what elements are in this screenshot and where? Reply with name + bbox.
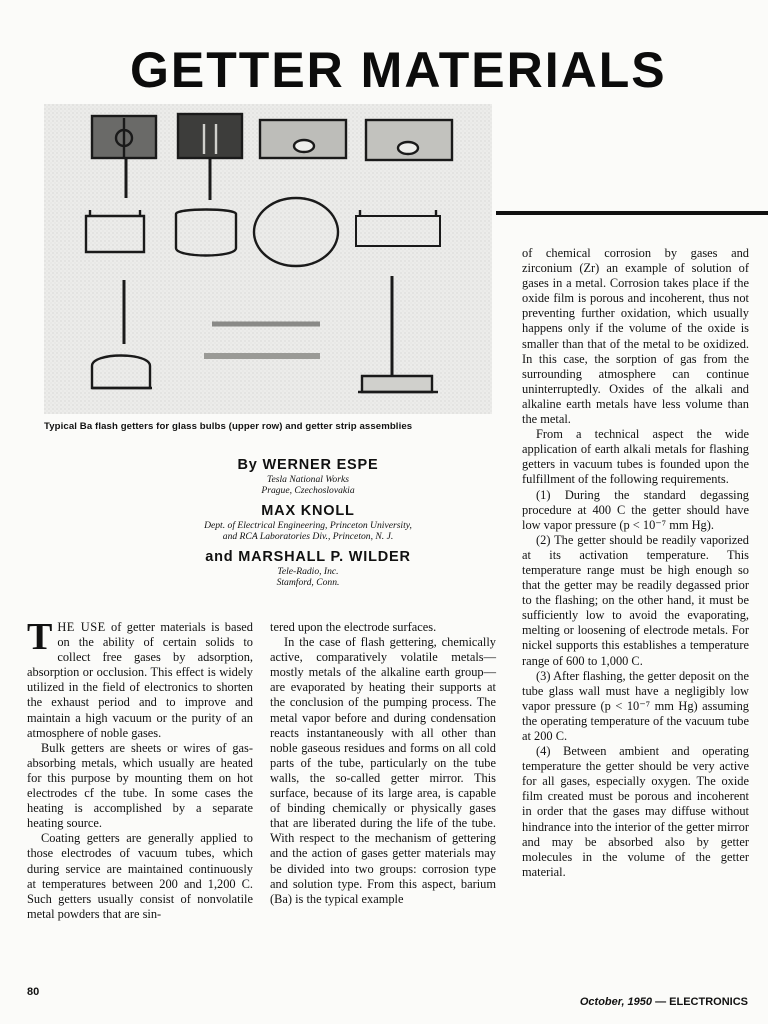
getter-photo-illustration: [44, 104, 492, 414]
author-affiliation-line: and RCA Laboratories Div., Princeton, N. J.: [222, 531, 394, 542]
lead-in: HE USE: [57, 620, 106, 634]
author-affiliation-line: Prague, Czechoslovakia: [261, 485, 355, 496]
paragraph: of chemical corrosion by gases and zirconium (Zr) an example of solution of gases in a metal. Corrosion takes place if the oxide film is porous and incoherent, thus not preventing further oxidation, which usually happens only if the volume of the oxide is smaller than that of the metal to be oxidized. In this case, the sorption of gas from the surrounding atmosphere can continue uninterruptedly. Oxides of the alkali and alkaline earth metals have less volume than the metal.: [522, 246, 749, 427]
paragraph: From a technical aspect the wide application of earth alkali metals for flashing getters in vacuum tubes is founded upon the fulfillment of the following requirements.: [522, 427, 749, 487]
figure-caption: Typical Ba flash getters for glass bulbs (upper row) and getter strip assemblies: [44, 421, 413, 432]
author-name: MAX KNOLL: [261, 503, 355, 519]
byline: [140, 456, 476, 588]
author-affiliation-line: Tesla National Works: [267, 474, 349, 485]
issue-date: October, 1950: [579, 996, 653, 1008]
requirement-item: (2) The getter should be readily vaporized at its activation temperature. This temperature range must be high enough so that the getter may be readily degassed prior to the flashing; on the other hand, it must be sufficiently low to avoid the evaporating, melting or loosening of electrode metals. For nickel supports this establishes a temperature range of 600 to 1,000 C.: [522, 532, 749, 668]
author-affiliation-line: Dept. of Electrical Engineering, Princeton University,: [204, 520, 412, 531]
footer-separator: —: [652, 996, 670, 1008]
body-column-1: [27, 616, 253, 922]
magazine-name: ELECTRONICS: [669, 996, 748, 1008]
paragraph: Coating getters are generally applied to those electrodes of vacuum tubes, which during service are maintained continuously at temperatures between 200 and 1,200 C. Such getters usually consist of nonvolatile metal powders that are sin-: [27, 831, 253, 921]
getter-photo: [44, 104, 492, 414]
author-affiliation-line: Tele-Radio, Inc.: [277, 566, 339, 577]
requirement-item: (3) After flashing, the getter deposit on the tube glass wall must have a negligibly low vapor pressure (p < 10⁻⁷ mm Hg) assuming the operating temperature of the vacuum tube at 200 C.: [522, 668, 749, 743]
header-rule: [496, 211, 768, 215]
body-column-3: [522, 246, 749, 880]
article-title: GETTER MATERIALS: [130, 42, 667, 98]
running-footer: [520, 996, 748, 1008]
author-name: By WERNER ESPE: [237, 457, 379, 473]
paragraph: In the case of flash gettering, chemically active, comparatively volatile metals—mostly metals of the alkaline earth group—are evaporated by heating their supports at the conclusion of the pumping process. The metal vapor before and during condensation reacts instantaneously with all other than noble gaseous residues and forms on all cold parts of the tube, particularly on the tube walls, the so-called getter mirror. This surface, because of its large area, is capable of binding chemically or physically gases that are liberated during the life of the tube. With respect to the mechanism of gettering and the action of gases getter materials may be divided into two groups: corrosion type and solution type. From this aspect, barium (Ba) is the typical example: [270, 635, 496, 906]
requirement-item: (1) During the standard degassing procedure at 400 C the getter should have low vapor pressure (p < 10⁻⁷ mm Hg).: [522, 487, 749, 532]
requirement-item: (4) Between ambient and operating temperature the getter should be very active for all gases, especially oxygen. The oxide film created must be porous and incoherent in order that the gases may diffuse without hindrance into the interior of the getter mirror and may be absorbed also by getter molecules in the volume of the getter material.: [522, 744, 749, 879]
drop-cap: T: [27, 616, 53, 658]
body-column-2: [270, 620, 496, 907]
author-affiliation-line: Stamford, Conn.: [276, 577, 340, 588]
paragraph: [27, 616, 253, 741]
page-number: 80: [27, 986, 40, 998]
paragraph: tered upon the electrode surfaces.: [270, 620, 437, 634]
paragraph: Bulk getters are sheets or wires of gas-absorbing metals, which usually are heated for this purpose by mounting them on hot electrodes cf the tube. In some cases the heating is accomplished by a separate heating source.: [27, 740, 253, 831]
paragraph-text: of getter materials is based on the ability of certain solids to collect free gases by adsorption, absorption or occlusion. This effect is widely utilized in the field of electronics to shorten the exhaust period and to improve and maintain a high vacuum or the purity of an atmosphere of noble gases.: [27, 620, 253, 740]
author-name: and MARSHALL P. WILDER: [205, 549, 411, 565]
